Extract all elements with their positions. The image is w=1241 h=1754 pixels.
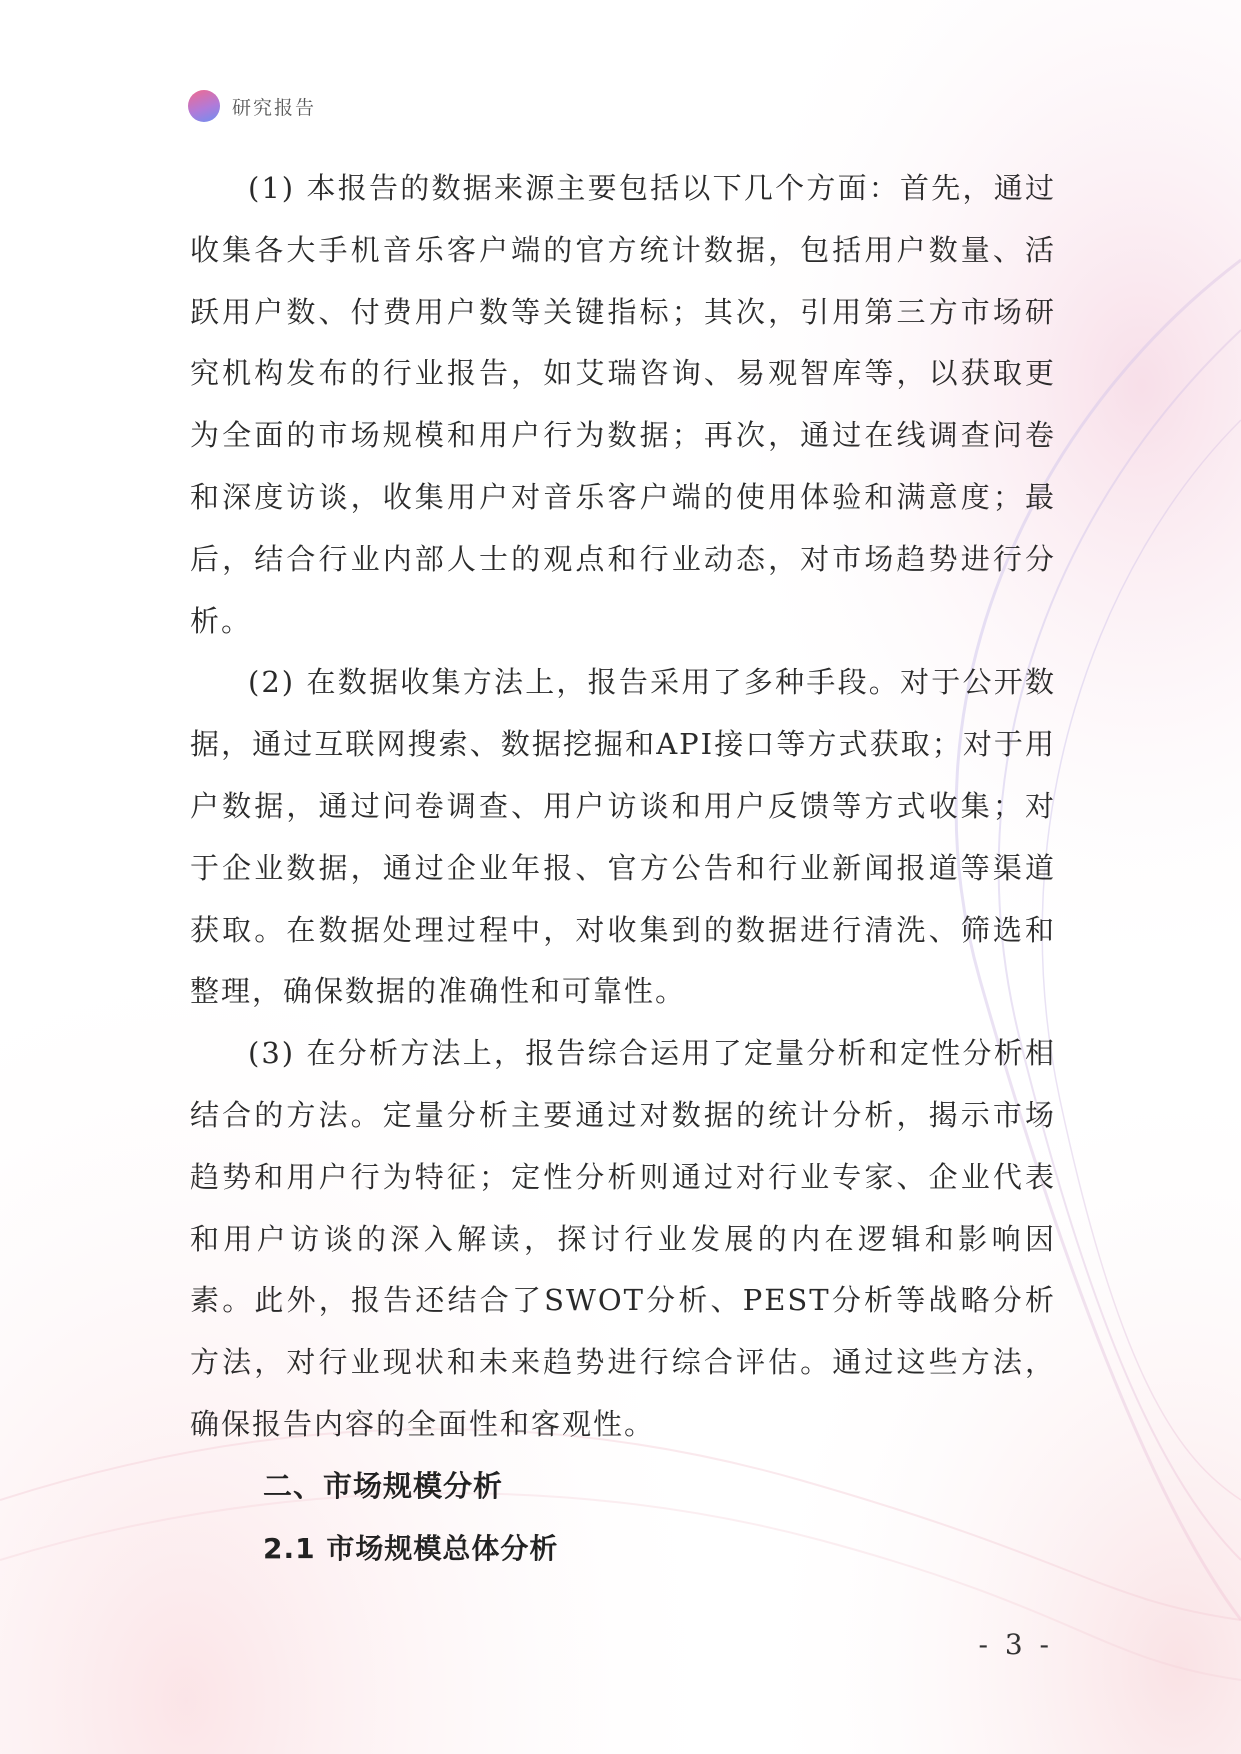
section-heading: 二、市场规模分析 — [263, 1468, 504, 1503]
page-number: - 3 - — [978, 1628, 1053, 1661]
subsection-heading: 2.1 市场规模总体分析 — [263, 1531, 559, 1565]
paragraph-data-collection: (2) 在数据收集方法上，报告采用了多种手段。对于公开数据，通过互联网搜索、数据挖掘和API接口等方式获取；对于用户数据，通过问卷调查、用户访谈和用户反馈等方式收集；对于企业数据，通过企业年报、官方公告和行业新闻报道等渠道获取。在数据处理过程中，对收集到的数据进行清洗、筛选和整理，确保数据的准确性和可靠性。 — [190, 665, 1056, 1009]
document-body — [190, 158, 1056, 1579]
header-title: 研究报告 — [232, 96, 317, 119]
paragraph-analysis-methods: (3) 在分析方法上，报告综合运用了定量分析和定性分析相结合的方法。定量分析主要通过对数据的统计分析，揭示市场趋势和用户行为特征；定性分析则通过对行业专家、企业代表和用户访谈的深入解读，探讨行业发展的内在逻辑和影响因素。此外，报告还结合了SWOT分析、PEST分析等战略分析方法，对行业现状和未来趋势进行综合评估。通过这些方法，确保报告内容的全面性和客观性。 — [190, 1036, 1056, 1441]
paragraph-data-sources: (1) 本报告的数据来源主要包括以下几个方面：首先，通过收集各大手机音乐客户端的官方统计数据，包括用户数量、活跃用户数、付费用户数等关键指标；其次，引用第三方市场研究机构发布的行业报告，如艾瑞咨询、易观智库等，以获取更为全面的市场规模和用户行为数据；再次，通过在线调查问卷和深度访谈，收集用户对音乐客户端的使用体验和满意度；最后，结合行业内部人士的观点和行业动态，对市场趋势进行分析。 — [190, 171, 1056, 638]
logo-circle-icon — [188, 90, 220, 122]
page-header — [188, 89, 316, 123]
